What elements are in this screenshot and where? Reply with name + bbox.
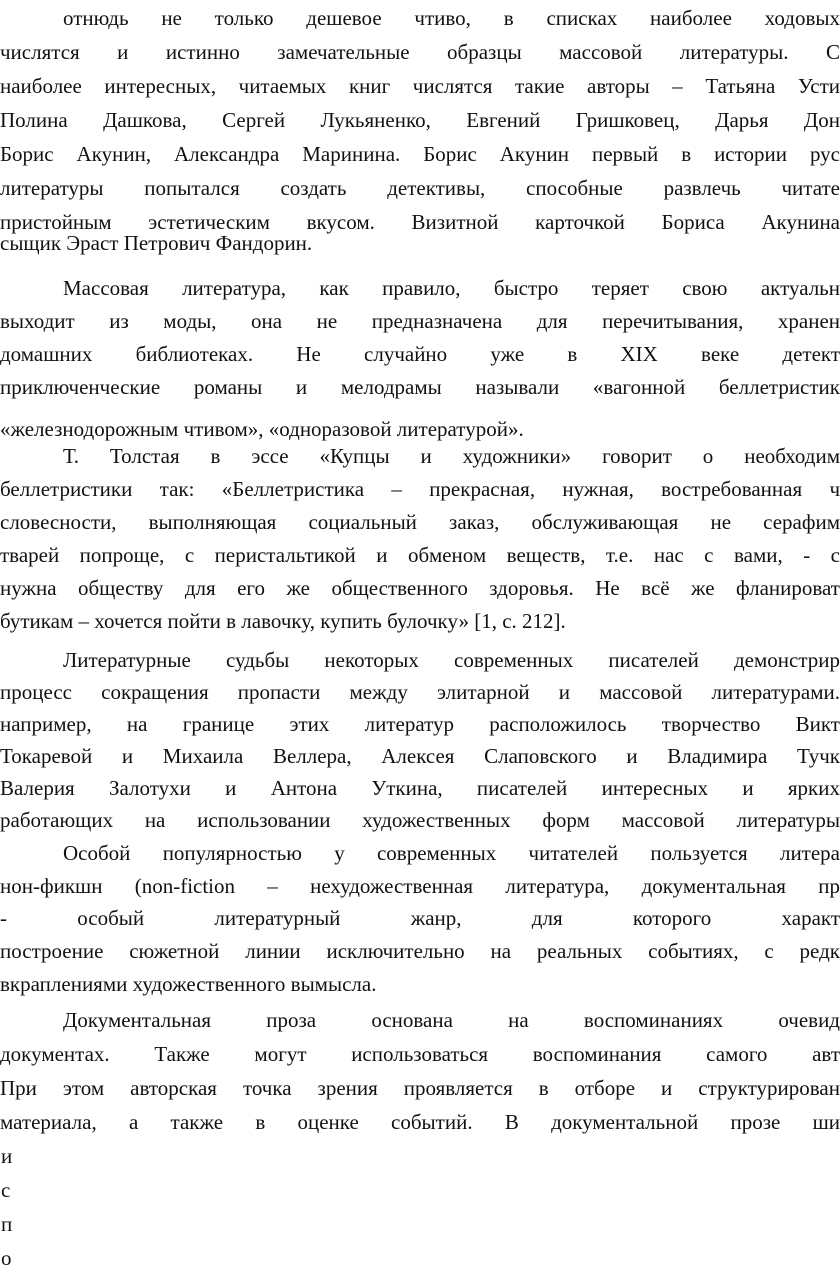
text-line: Документальная проза основана на воспоминаниях очевид	[63, 1008, 840, 1032]
text-line: Литературные судьбы некоторых современных писателей демонстрир	[63, 648, 840, 672]
text-line: и	[1, 1144, 13, 1168]
text-line: процесс сокращения пропасти между элитарной и массовой литературами.	[0, 680, 840, 704]
text-line: Валерия Залотухи и Антона Уткина, писателей интересных и ярких	[0, 776, 840, 800]
text-line: нужна обществу для его же общественного здоровья. Не всё же фланироват	[0, 576, 840, 600]
text-line: пристойным эстетическим вкусом. Визитной карточкой Бориса Акунина	[0, 210, 840, 234]
text-line: «железнодорожным чтивом», «одноразовой литературой».	[0, 417, 524, 441]
text-line: - особый литературный жанр, для которого характ	[0, 906, 840, 930]
text-line: нон-фикшн (non-fiction – нехудожественная литература, документальная пр	[0, 874, 840, 898]
text-line: словесности, выполняющая социальный заказ, обслуживающая не серафим	[0, 510, 840, 534]
text-line: литературы попытался создать детективы, способные развлечь читате	[0, 176, 840, 200]
text-line: отнюдь не только дешевое чтиво, в списках наиболее ходовых	[63, 6, 840, 30]
text-line: приключенческие романы и мелодрамы называли «вагонной беллетристик	[0, 375, 840, 399]
text-line: документах. Также могут использоваться воспоминания самого авт	[0, 1042, 840, 1066]
text-line: материала, а также в оценке событий. В документальной прозе ши	[0, 1110, 840, 1134]
text-line: тварей попроще, с перистальтикой и обменом веществ, т.е. нас с вами, - с	[0, 543, 840, 567]
text-line: бутикам – хочется пойти в лавочку, купить булочку» [1, с. 212].	[0, 609, 566, 633]
text-line: сыщик Эраст Петрович Фандорин.	[0, 231, 313, 255]
text-line: Борис Акунин, Александра Маринина. Борис Акунин первый в истории рус	[0, 142, 840, 166]
text-line: наиболее интересных, читаемых книг числятся такие авторы – Татьяна Усти	[0, 74, 840, 98]
text-line: построение сюжетной линии исключительно на реальных событиях, с редк	[0, 939, 840, 963]
text-line: беллетристики так: «Беллетристика – прекрасная, нужная, востребованная ч	[0, 477, 840, 501]
text-line: Полина Дашкова, Сергей Лукьяненко, Евгений Гришковец, Дарья Дон	[0, 108, 840, 132]
text-line: Т. Толстая в эссе «Купцы и художники» говорит о необходим	[63, 444, 840, 468]
text-line: например, на границе этих литератур расположилось творчество Викт	[0, 712, 840, 736]
text-line: числятся и истинно замечательные образцы массовой литературы. С	[0, 40, 840, 64]
text-line: Массовая литература, как правило, быстро теряет свою актуальн	[63, 276, 840, 300]
text-line: о	[1, 1246, 12, 1270]
text-line: Токаревой и Михаила Веллера, Алексея Слаповского и Владимира Тучк	[0, 744, 840, 768]
text-line: работающих на использовании художественных форм массовой литературы	[0, 808, 840, 832]
text-line: п	[1, 1212, 13, 1236]
text-line: Особой популярностью у современных читателей пользуется литера	[63, 841, 840, 865]
text-line: При этом авторская точка зрения проявляется в отборе и структурирован	[0, 1076, 840, 1100]
text-line: выходит из моды, она не предназначена для перечитывания, хранен	[0, 309, 840, 333]
text-line: вкраплениями художественного вымысла.	[0, 972, 377, 996]
text-line: с	[1, 1178, 11, 1202]
text-line: домашних библиотеках. Не случайно уже в XIX веке детект	[0, 342, 840, 366]
